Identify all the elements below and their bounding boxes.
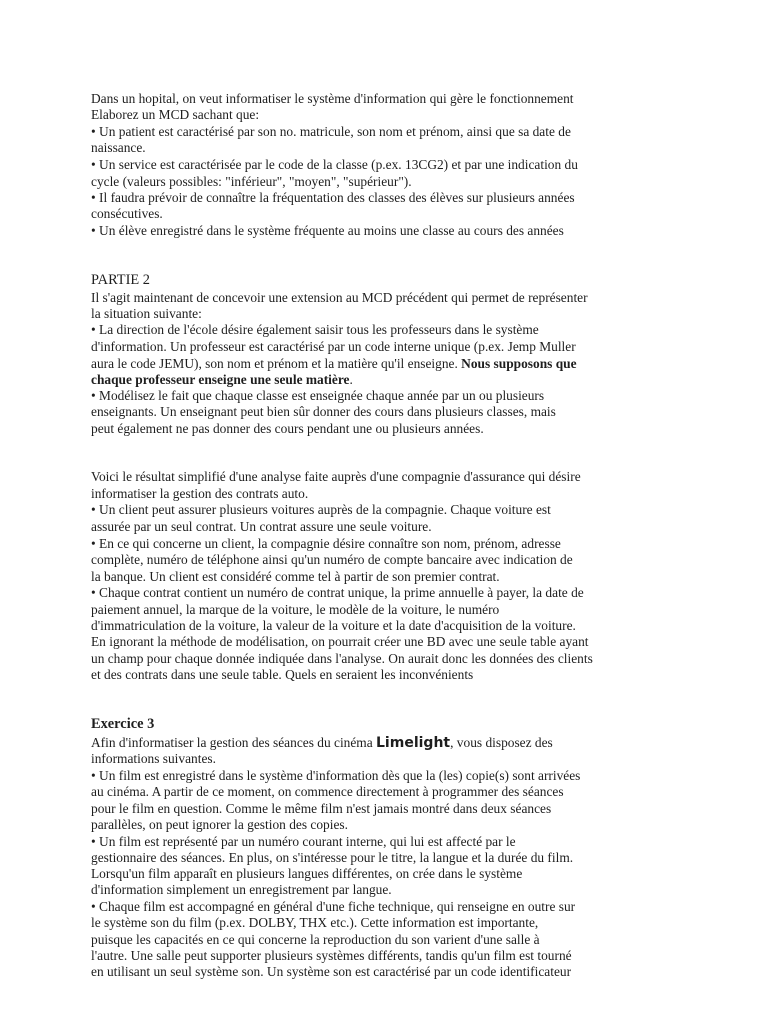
paragraph-line: enseignants. Un enseignant peut bien sûr donner des cours dans plusieurs classes, mais bbox=[91, 404, 556, 419]
paragraph-line: naissance. bbox=[91, 140, 146, 155]
paragraph-line: gestionnaire des séances. En plus, on s'intéresse pour le titre, la langue et la durée du film. bbox=[91, 850, 574, 865]
bullet-line: • Un film est enregistré dans le système d'information dès que la (les) copie(s) sont arrivées bbox=[91, 768, 581, 783]
paragraph-line: Dans un hopital, on veut informatiser le système d'information qui gère le fonctionnement bbox=[91, 91, 574, 106]
paragraph-line: parallèles, on peut ignorer la gestion des copies. bbox=[91, 817, 348, 832]
section-heading: PARTIE 2 bbox=[91, 272, 150, 288]
bullet-line: • En ce qui concerne un client, la compagnie désire connaître son nom, prénom, adresse bbox=[91, 536, 561, 551]
paragraph-line: Lorsqu'un film apparaît en plusieurs langues différentes, on crée dans le système bbox=[91, 866, 523, 881]
cinema-name: Limelight bbox=[376, 735, 451, 751]
paragraph-line: d'information simplement un enregistrement par langue. bbox=[91, 882, 392, 897]
bullet-line: • Chaque film est accompagné en général d'une fiche technique, qui renseigne en outre sur bbox=[91, 899, 576, 914]
paragraph-line: la banque. Un client est considéré comme tel à partir de son premier contrat. bbox=[91, 569, 500, 584]
paragraph-line: paiement annuel, la marque de la voiture, le modèle de la voiture, le numéro bbox=[91, 602, 500, 617]
section-heading: Exercice 3 bbox=[91, 716, 155, 732]
paragraph-line: Il s'agit maintenant de concevoir une extension au MCD précédent qui permet de représenter bbox=[91, 290, 588, 305]
paragraph-line: Elaborez un MCD sachant que: bbox=[91, 107, 260, 122]
paragraph-line: assurée par un seul contrat. Un contrat assure une seule voiture. bbox=[91, 519, 432, 534]
paragraph-line: consécutives. bbox=[91, 206, 163, 221]
paragraph-line: cycle (valeurs possibles: "inférieur", "moyen", "supérieur"). bbox=[91, 174, 412, 189]
bullet-line: • Un élève enregistré dans le système fréquente au moins une classe au cours des années bbox=[91, 223, 564, 238]
emphasis-text: Nous supposons que bbox=[457, 356, 577, 371]
emphasis-text: chaque professeur enseigne une seule matière bbox=[91, 372, 350, 387]
paragraph-line: et des contrats dans une seule table. Quels en seraient les inconvénients bbox=[91, 667, 474, 682]
paragraph-line: un champ pour chaque donnée indiquée dans l'analyse. On aurait donc les données des clients bbox=[91, 651, 593, 666]
paragraph-line: pour le film en question. Comme le même film n'est jamais montré dans deux séances bbox=[91, 801, 552, 816]
paragraph-line: peut également ne pas donner des cours pendant une ou plusieurs années. bbox=[91, 421, 484, 436]
paragraph-line: informatiser la gestion des contrats auto. bbox=[91, 486, 309, 501]
bullet-line: • Il faudra prévoir de connaître la fréquentation des classes des élèves sur plusieurs années bbox=[91, 190, 575, 205]
bullet-line: • Un client peut assurer plusieurs voitures auprès de la compagnie. Chaque voiture est bbox=[91, 502, 551, 517]
paragraph-line: complète, numéro de téléphone ainsi qu'un numéro de compte bancaire avec indication de bbox=[91, 552, 573, 567]
paragraph-line: l'autre. Une salle peut supporter plusieurs systèmes différents, tandis qu'un film est tourné bbox=[91, 948, 572, 963]
bullet-line: • Un service est caractérisée par le code de la classe (p.ex. 13CG2) et par une indication du bbox=[91, 157, 578, 172]
bullet-line: • Un film est représenté par un numéro courant interne, qui lui est affecté par le bbox=[91, 834, 516, 849]
paragraph-line: d'information. Un professeur est caractérisé par un code interne unique (p.ex. Jemp Muller bbox=[91, 339, 576, 354]
bullet-line: • La direction de l'école désire également saisir tous les professeurs dans le système bbox=[91, 322, 539, 337]
paragraph-text: aura le code JEMU), son nom et prénom et la matière qu'il enseigne. bbox=[91, 356, 458, 371]
paragraph-text: , vous disposez des bbox=[450, 735, 553, 750]
paragraph-line: informations suivantes. bbox=[91, 751, 216, 766]
bullet-line: • Un patient est caractérisé par son no. matricule, son nom et prénom, ainsi que sa date de bbox=[91, 124, 571, 139]
paragraph-line: le système son du film (p.ex. DOLBY, THX etc.). Cette information est importante, bbox=[91, 915, 539, 930]
paragraph-line bbox=[91, 356, 577, 372]
paragraph-text: . bbox=[349, 372, 353, 387]
paragraph-line bbox=[91, 372, 353, 388]
paragraph-line: la situation suivante: bbox=[91, 306, 202, 321]
paragraph-line: Voici le résultat simplifié d'une analyse faite auprès d'une compagnie d'assurance qui désire bbox=[91, 469, 581, 484]
paragraph-text: Afin d'informatiser la gestion des séances du cinéma bbox=[91, 735, 377, 750]
paragraph-line: au cinéma. A partir de ce moment, on commence directement à programmer des séances bbox=[91, 784, 564, 799]
paragraph-line: puisque les capacités en ce qui concerne la reproduction du son varient d'une salle à bbox=[91, 932, 540, 947]
paragraph-line: en utilisant un seul système son. Un système son est caractérisé par un code identificateur bbox=[91, 964, 572, 979]
paragraph-line: En ignorant la méthode de modélisation, on pourrait créer une BD avec une seule table ayant bbox=[91, 634, 589, 649]
bullet-line: • Chaque contrat contient un numéro de contrat unique, la prime annuelle à payer, la date de bbox=[91, 585, 584, 600]
bullet-line: • Modélisez le fait que chaque classe est enseignée chaque année par un ou plusieurs bbox=[91, 388, 545, 403]
paragraph-line: d'immatriculation de la voiture, la valeur de la voiture et la date d'acquisition de la voiture. bbox=[91, 618, 576, 633]
paragraph-line bbox=[91, 735, 553, 751]
